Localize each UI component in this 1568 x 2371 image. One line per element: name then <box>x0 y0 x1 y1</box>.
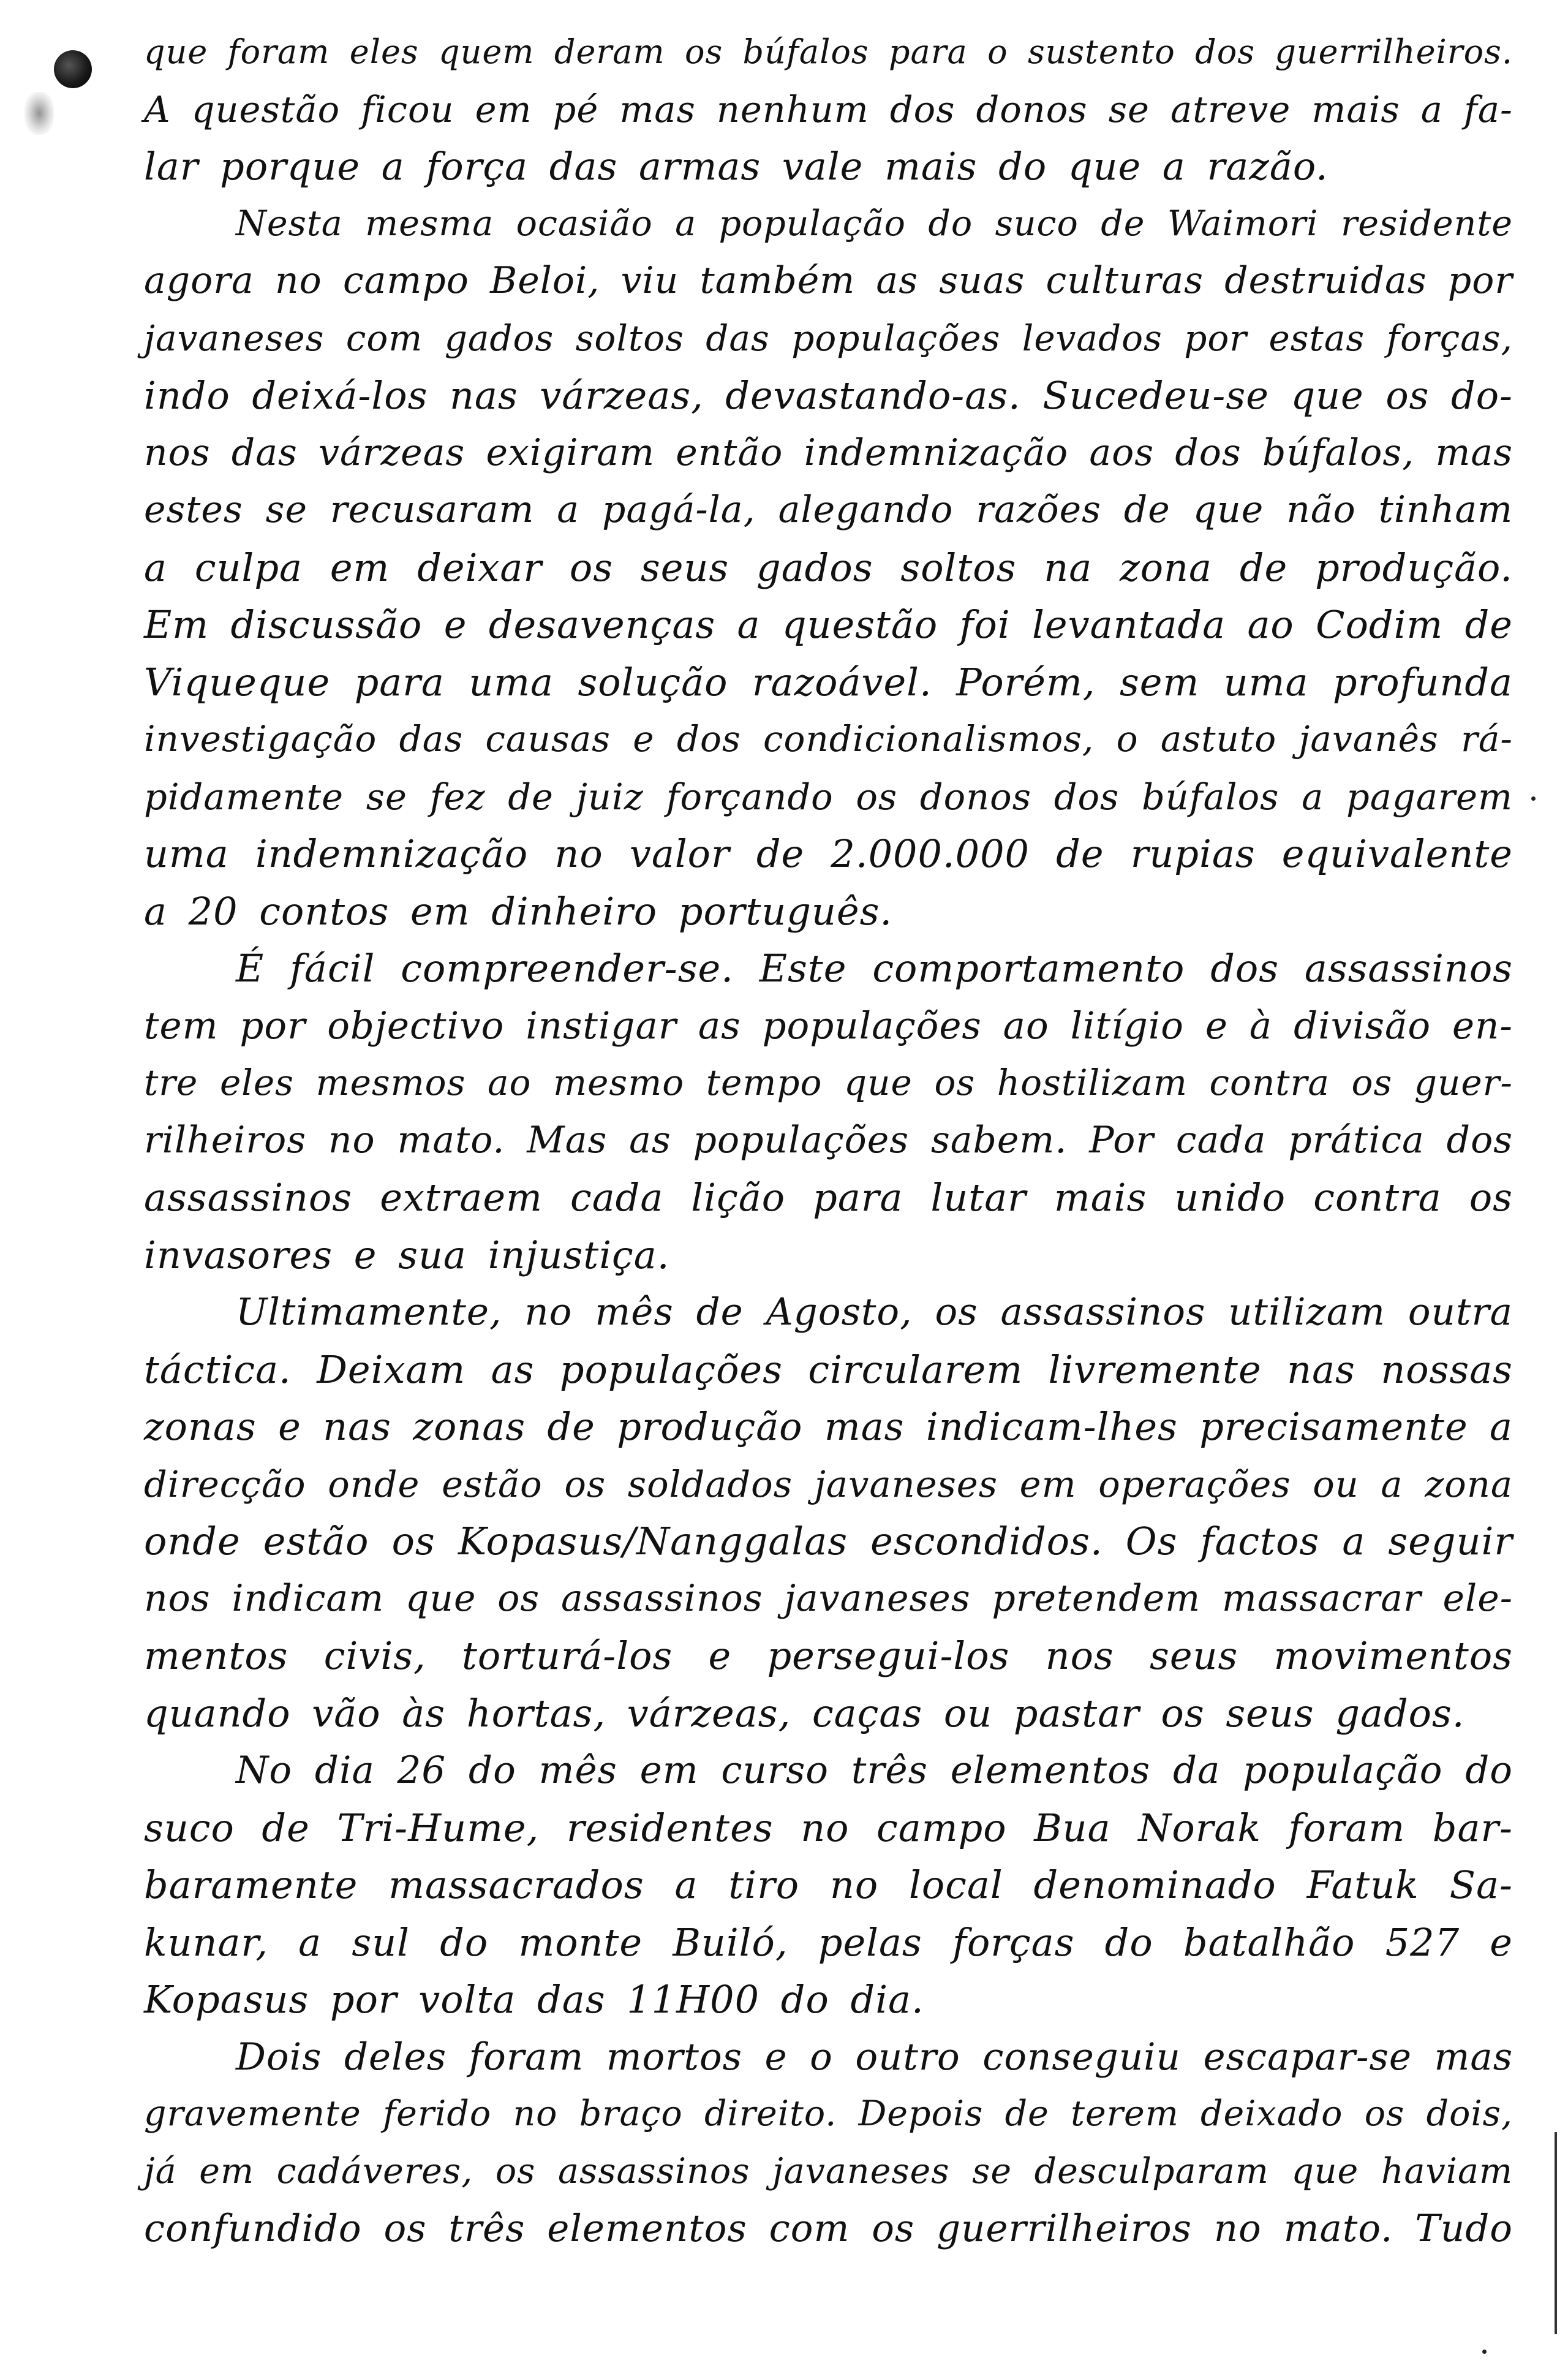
text-line: investigação das causas e dos condicionalismos, o astuto javanês rá- <box>144 718 1513 760</box>
ink-speck <box>1482 2350 1487 2354</box>
text-line: gravemente ferido no braço direito. Depois de terem deixado os dois, <box>144 2093 1513 2134</box>
punch-hole-smudge <box>24 92 54 135</box>
text-line: kunar, a sul do monte Builó, pelas forças do batalhão 527 e <box>144 1919 1513 1965</box>
text-line: lar porque a força das armas vale mais do que a razão. <box>144 144 1329 189</box>
text-line: táctica. Deixam as populações circularem livremente nas nossas <box>144 1347 1513 1392</box>
text-line: tem por objectivo instigar as populações ao litígio e à divisão en- <box>144 1004 1513 1048</box>
text-line: Ultimamente, no mês de Agosto, os assassinos utilizam outra <box>236 1290 1513 1334</box>
text-line: agora no campo Beloi, viu também as suas culturas destruidas por <box>144 259 1513 302</box>
text-line: É fácil compreender-se. Este comportamento dos assassinos <box>236 946 1513 991</box>
text-line: estes se recusaram a pagá-la, alegando razões de que não tinham <box>144 488 1513 531</box>
text-line: suco de Tri-Hume, residentes no campo Bua Norak foram bar- <box>144 1805 1513 1850</box>
text-line: confundido os três elementos com os guerrilheiros no mato. Tudo <box>144 2207 1513 2250</box>
handwritten-text-body <box>144 23 1513 2258</box>
text-line: que foram eles quem deram os búfalos para o sustento dos guerrilheiros. <box>144 32 1513 71</box>
page-edge-mark <box>1555 2132 1557 2334</box>
text-line: invasores e sua injustiça. <box>144 1232 670 1277</box>
text-line: já em cadáveres, os assassinos javaneses se desculparam que haviam <box>144 2150 1513 2191</box>
text-line: assassinos extraem cada lição para lutar mais unido contra os <box>144 1175 1513 1220</box>
ink-speck <box>1531 796 1536 801</box>
text-line: indo deixá-los nas várzeas, devastando-as. Sucedeu-se que os do- <box>144 373 1513 418</box>
text-line: No dia 26 do mês em curso três elementos da população do <box>236 1749 1513 1792</box>
text-line: baramente massacrados a tiro no local denominado Fatuk Sa- <box>144 1862 1513 1907</box>
text-line: quando vão às hortas, várzeas, caças ou pastar os seus gados. <box>144 1690 1465 1736</box>
text-line: Nesta mesma ocasião a população do suco de Waimori residente <box>236 203 1513 244</box>
text-line: pidamente se fez de juiz forçando os donos dos búfalos a pagarem <box>144 775 1513 818</box>
text-line: nos das várzeas exigiram então indemnização aos dos búfalos, mas <box>144 431 1513 474</box>
text-line: Viqueque para uma solução razoável. Porém, sem uma profunda <box>144 659 1513 705</box>
text-line: uma indemnização no valor de 2.000.000 de rupias equivalente <box>144 831 1513 876</box>
text-line: nos indicam que os assassinos javaneses pretendem massacrar ele- <box>144 1576 1513 1620</box>
text-line: tre eles mesmos ao mesmo tempo que os hostilizam contra os guer- <box>144 1062 1513 1103</box>
text-line: direcção onde estão os soldados javaneses em operações ou a zona <box>144 1462 1513 1505</box>
text-line: onde estão os Kopasus/Nanggalas escondidos. Os factos a seguir <box>144 1519 1513 1564</box>
text-line: A questão ficou em pé mas nenhum dos donos se atreve mais a fa- <box>144 88 1513 130</box>
text-line: mentos civis, torturá-los e persegui-los nos seus movimentos <box>144 1633 1513 1678</box>
text-line: a culpa em deixar os seus gados soltos na zona de produção. <box>144 545 1513 590</box>
punch-hole-mark <box>54 50 92 88</box>
text-line: a 20 contos em dinheiro português. <box>144 888 893 934</box>
text-line: Em discussão e desavenças a questão foi levantada ao Codim de <box>144 602 1513 647</box>
text-line: zonas e nas zonas de produção mas indicam-lhes precisamente a <box>144 1404 1513 1449</box>
text-line: Kopasus por volta das 11H00 do dia. <box>144 1977 924 2022</box>
text-line: Dois deles foram mortos e o outro conseguiu escapar-se mas <box>236 2035 1513 2079</box>
text-line: javaneses com gados soltos das populações levados por estas forças, <box>144 317 1513 359</box>
text-line: rilheiros no mato. Mas as populações sabem. Por cada prática dos <box>144 1118 1513 1162</box>
